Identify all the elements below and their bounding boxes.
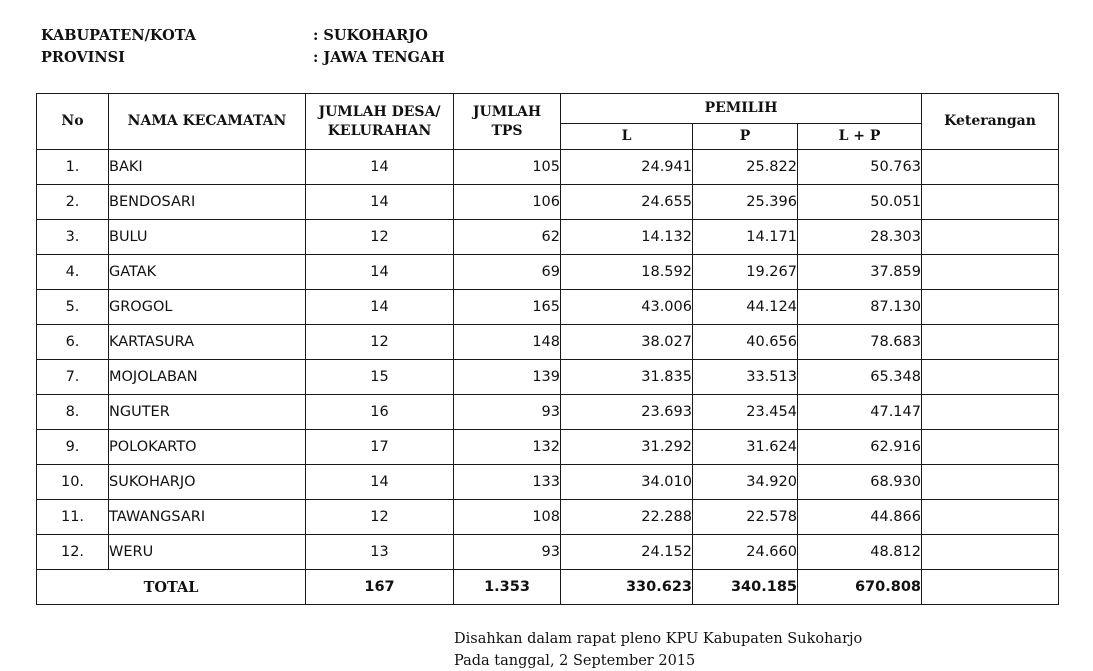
cell-no: 11. [37,500,109,535]
table-row [37,325,1059,360]
cell-keterangan [922,360,1059,395]
cell-nama-kecamatan: BULU [109,220,306,255]
table-row [37,185,1059,220]
cell-pemilih-p: 44.124 [693,290,798,325]
header-row [37,94,1059,124]
col-header-tps-line2: TPS [491,122,523,139]
cell-jumlah-tps: 106 [454,185,561,220]
total-desa: 167 [306,570,454,605]
cell-jumlah-tps: 165 [454,290,561,325]
cell-no: 4. [37,255,109,290]
cell-keterangan [922,535,1059,570]
voter-recap-table [36,93,1059,605]
col-header-pemilih: PEMILIH [561,94,922,124]
cell-pemilih-p: 33.513 [693,360,798,395]
cell-no: 5. [37,290,109,325]
cell-no: 8. [37,395,109,430]
cell-pemilih-lp: 28.303 [798,220,922,255]
cell-jumlah-desa: 14 [306,150,454,185]
cell-keterangan [922,255,1059,290]
col-header-desa [306,94,454,150]
cell-jumlah-desa: 15 [306,360,454,395]
cell-pemilih-p: 22.578 [693,500,798,535]
cell-pemilih-l: 22.288 [561,500,693,535]
cell-jumlah-tps: 62 [454,220,561,255]
col-header-nama: NAMA KECAMATAN [109,94,306,150]
cell-no: 9. [37,430,109,465]
cell-pemilih-l: 23.693 [561,395,693,430]
cell-jumlah-tps: 148 [454,325,561,360]
cell-pemilih-l: 14.132 [561,220,693,255]
cell-pemilih-p: 25.396 [693,185,798,220]
total-p: 340.185 [693,570,798,605]
cell-pemilih-p: 31.624 [693,430,798,465]
cell-jumlah-desa: 16 [306,395,454,430]
cell-jumlah-tps: 139 [454,360,561,395]
cell-nama-kecamatan: KARTASURA [109,325,306,360]
cell-pemilih-p: 19.267 [693,255,798,290]
cell-pemilih-p: 34.920 [693,465,798,500]
cell-keterangan [922,220,1059,255]
cell-jumlah-tps: 93 [454,535,561,570]
cell-keterangan [922,150,1059,185]
cell-no: 3. [37,220,109,255]
table-row [37,360,1059,395]
kabupaten-value: : SUKOHARJO [313,27,428,44]
cell-nama-kecamatan: NGUTER [109,395,306,430]
cell-pemilih-l: 24.941 [561,150,693,185]
cell-nama-kecamatan: TAWANGSARI [109,500,306,535]
cell-jumlah-desa: 14 [306,465,454,500]
cell-pemilih-l: 31.292 [561,430,693,465]
table-row [37,430,1059,465]
cell-pemilih-l: 18.592 [561,255,693,290]
cell-keterangan [922,395,1059,430]
cell-jumlah-desa: 12 [306,220,454,255]
cell-pemilih-l: 24.152 [561,535,693,570]
cell-keterangan [922,290,1059,325]
cell-keterangan [922,500,1059,535]
total-keterangan [922,570,1059,605]
cell-nama-kecamatan: GATAK [109,255,306,290]
cell-pemilih-l: 43.006 [561,290,693,325]
col-header-no: No [37,94,109,150]
table-row [37,220,1059,255]
cell-pemilih-l: 31.835 [561,360,693,395]
table-row [37,290,1059,325]
cell-jumlah-tps: 93 [454,395,561,430]
cell-no: 12. [37,535,109,570]
cell-pemilih-l: 34.010 [561,465,693,500]
cell-jumlah-desa: 13 [306,535,454,570]
cell-nama-kecamatan: SUKOHARJO [109,465,306,500]
col-header-desa-line2: KELURAHAN [327,122,432,139]
kabupaten-label: KABUPATEN/KOTA [41,27,196,44]
cell-pemilih-p: 23.454 [693,395,798,430]
cell-no: 6. [37,325,109,360]
cell-nama-kecamatan: BAKI [109,150,306,185]
col-header-tps [454,94,561,150]
approval-date: Pada tanggal, 2 September 2015 [454,653,696,669]
cell-nama-kecamatan: BENDOSARI [109,185,306,220]
cell-jumlah-tps: 105 [454,150,561,185]
cell-pemilih-l: 24.655 [561,185,693,220]
col-header-l: L [561,124,693,150]
cell-no: 1. [37,150,109,185]
total-row [37,570,1059,605]
cell-nama-kecamatan: GROGOL [109,290,306,325]
cell-jumlah-desa: 12 [306,325,454,360]
cell-nama-kecamatan: WERU [109,535,306,570]
cell-keterangan [922,185,1059,220]
table-row [37,255,1059,290]
cell-no: 7. [37,360,109,395]
cell-pemilih-p: 14.171 [693,220,798,255]
provinsi-value: : JAWA TENGAH [313,49,445,66]
cell-jumlah-desa: 14 [306,290,454,325]
cell-pemilih-lp: 50.763 [798,150,922,185]
cell-jumlah-desa: 14 [306,185,454,220]
col-header-lp: L + P [798,124,922,150]
approval-note: Disahkan dalam rapat pleno KPU Kabupaten Sukoharjo [454,631,863,647]
col-header-tps-line1: JUMLAH [472,103,542,120]
col-header-p: P [693,124,798,150]
total-tps: 1.353 [454,570,561,605]
cell-keterangan [922,430,1059,465]
total-label: TOTAL [37,570,306,605]
cell-jumlah-desa: 12 [306,500,454,535]
cell-jumlah-tps: 69 [454,255,561,290]
cell-pemilih-lp: 62.916 [798,430,922,465]
cell-no: 2. [37,185,109,220]
table-row [37,500,1059,535]
table-row [37,150,1059,185]
cell-jumlah-tps: 108 [454,500,561,535]
col-header-desa-line1: JUMLAH DESA/ [318,103,441,120]
cell-pemilih-p: 25.822 [693,150,798,185]
cell-pemilih-p: 40.656 [693,325,798,360]
cell-no: 10. [37,465,109,500]
cell-pemilih-lp: 87.130 [798,290,922,325]
cell-pemilih-lp: 68.930 [798,465,922,500]
cell-pemilih-lp: 47.147 [798,395,922,430]
cell-pemilih-lp: 37.859 [798,255,922,290]
cell-jumlah-desa: 17 [306,430,454,465]
cell-pemilih-lp: 48.812 [798,535,922,570]
cell-pemilih-lp: 50.051 [798,185,922,220]
provinsi-label: PROVINSI [41,49,125,66]
cell-nama-kecamatan: MOJOLABAN [109,360,306,395]
cell-keterangan [922,465,1059,500]
cell-nama-kecamatan: POLOKARTO [109,430,306,465]
cell-jumlah-tps: 132 [454,430,561,465]
cell-jumlah-desa: 14 [306,255,454,290]
cell-pemilih-l: 38.027 [561,325,693,360]
table-row [37,535,1059,570]
table-row [37,465,1059,500]
col-header-keterangan: Keterangan [922,94,1059,150]
table-row [37,395,1059,430]
cell-pemilih-lp: 65.348 [798,360,922,395]
cell-keterangan [922,325,1059,360]
cell-pemilih-lp: 44.866 [798,500,922,535]
cell-jumlah-tps: 133 [454,465,561,500]
total-lp: 670.808 [798,570,922,605]
total-l: 330.623 [561,570,693,605]
cell-pemilih-p: 24.660 [693,535,798,570]
cell-pemilih-lp: 78.683 [798,325,922,360]
